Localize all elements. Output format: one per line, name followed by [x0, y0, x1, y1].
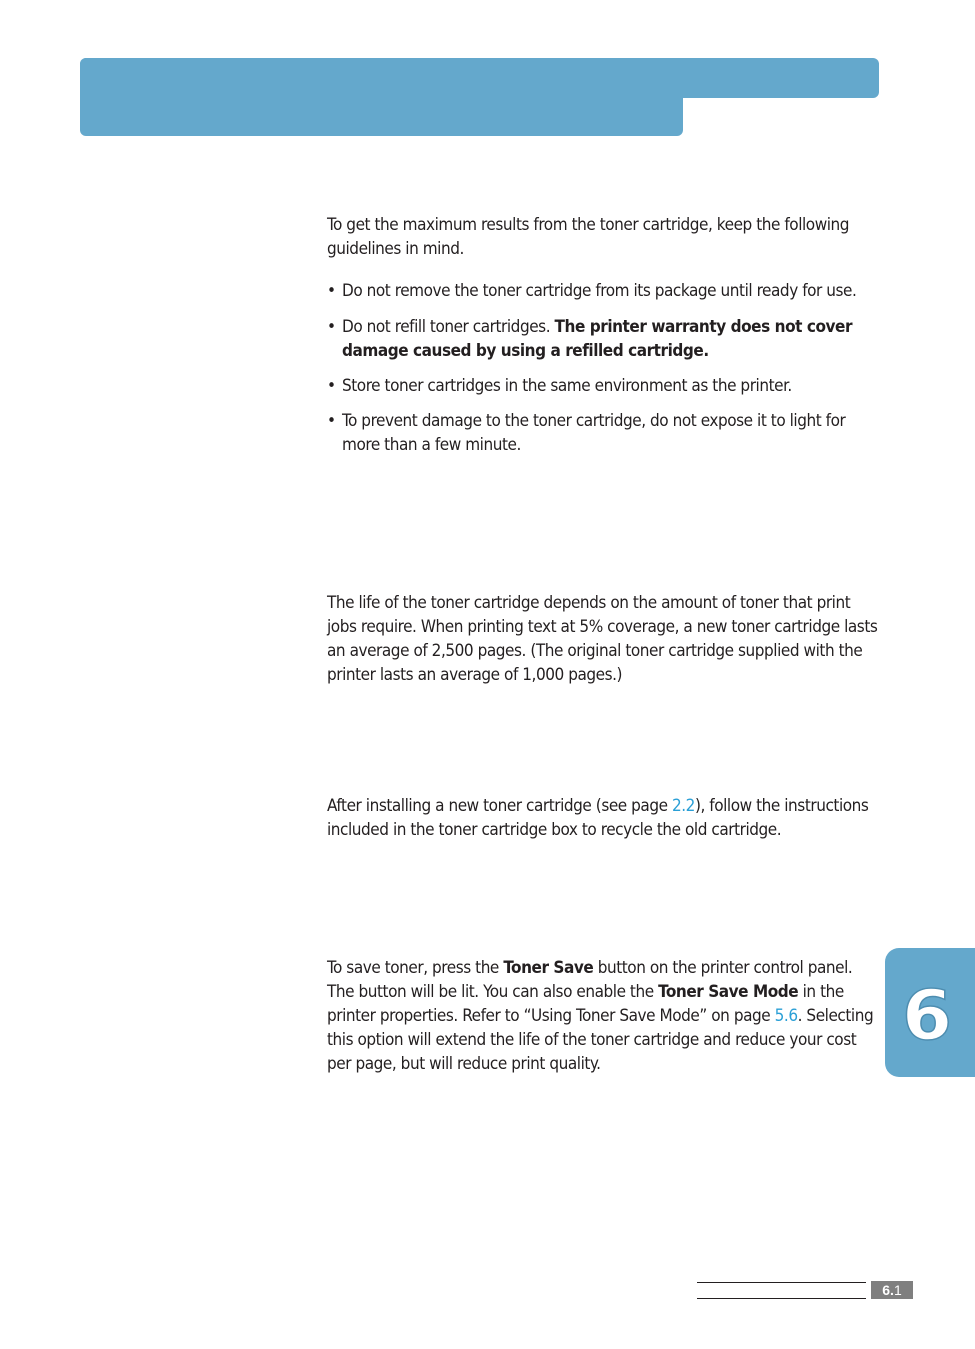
bullet-icon: • — [327, 281, 336, 301]
toner-life-paragraph: The life of the toner cartridge depends on the amount of toner that print jobs require. When printing text at 5% coverage, a new toner cartridge lasts an average of 2,500 pages. (The original toner cartridge supplied with the printer lasts an average of 1,000 pages.) — [327, 593, 878, 685]
svg-text:6: 6 — [901, 975, 953, 1056]
toner-save-section — [327, 956, 879, 1076]
list-item: • To prevent damage to the toner cartridge, do not expose it to light for more than a few minute. — [327, 411, 846, 455]
page-number: 6.1 — [871, 1281, 913, 1299]
toner-life-section — [327, 591, 879, 687]
bullet-icon: • — [327, 411, 336, 431]
guidelines-intro: To get the maximum results from the toner cartridge, keep the following guidelines in mind. — [327, 215, 850, 259]
list-item: • Store toner cartridges in the same environment as the printer. — [327, 376, 792, 396]
recycle-paragraph: After installing a new toner cartridge (see page 2.2), follow the instructions included in the toner cartridge box to recycle the old cartridge. — [327, 796, 869, 840]
chapter-banner — [80, 58, 683, 136]
guidelines-list — [327, 279, 879, 457]
bullet-icon: • — [327, 317, 336, 337]
footer-rule-bottom — [697, 1298, 866, 1299]
chapter-number-6 — [901, 975, 953, 1056]
bullet-icon: • — [327, 376, 336, 396]
list-item: • Do not refill toner cartridges. The printer warranty does not cover damage caused by using a refilled cartridge. — [327, 317, 853, 361]
guidelines-section — [327, 213, 879, 457]
footer-rule-top — [697, 1282, 866, 1283]
page-link-5-6[interactable]: 5.6 — [774, 1006, 798, 1026]
warranty-note: The printer warranty does not cover damage caused by using a refilled cartridge. — [342, 317, 853, 361]
page-link-2-2[interactable]: 2.2 — [672, 796, 695, 816]
toner-save-label: Toner Save — [503, 958, 594, 978]
list-item: • Do not remove the toner cartridge from its package until ready for use. — [327, 281, 857, 301]
toner-save-paragraph: To save toner, press the Toner Save button on the printer control panel. The button will be lit. You can also enable the Toner Save Mode in the printer properties. Refer to “Using Toner Save Mode” on page 5.6. Selecting this option will extend the life of the toner cartridge and reduce your cost per page, but will reduce print quality. — [327, 958, 874, 1074]
toner-save-mode-label: Toner Save Mode — [658, 982, 799, 1002]
recycle-section — [327, 794, 879, 842]
chapter-tab — [885, 948, 975, 1077]
